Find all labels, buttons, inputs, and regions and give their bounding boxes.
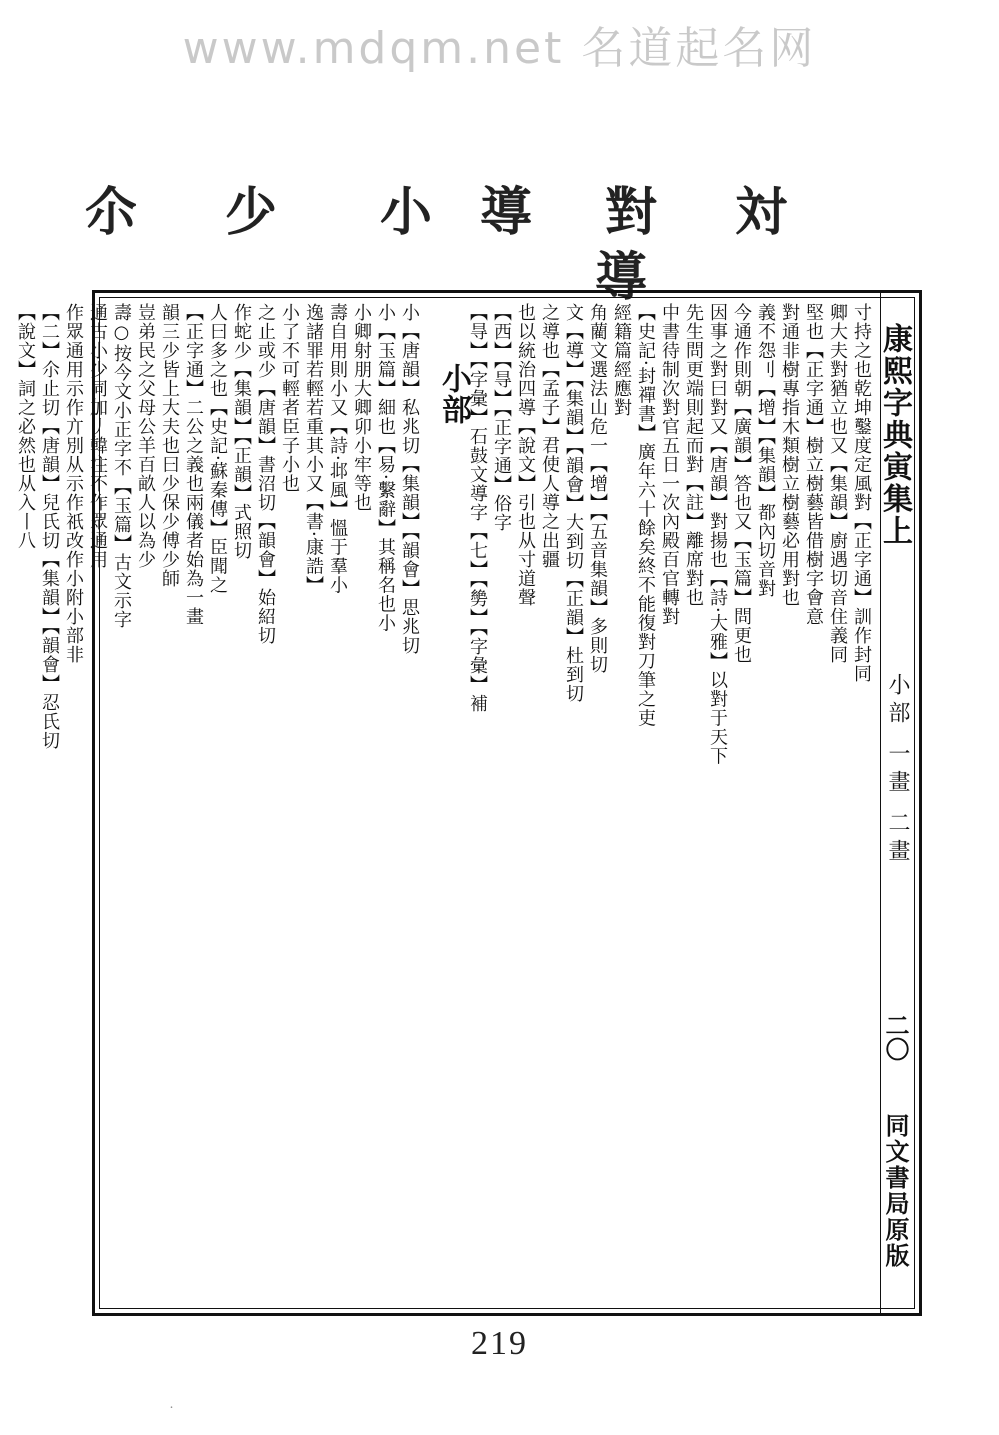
- text-column: 角藺文選法山危一【增】【五音集韻】多則切: [587, 303, 608, 674]
- text-column: 作蛇少【集韻】【正韻】式照切: [231, 303, 252, 560]
- text-column: 小卿射朋大卿卯小牢等也: [351, 303, 372, 512]
- text-column: 通古小少同加丿韓注不作眾通用: [87, 303, 108, 569]
- text-column: 之止或少【唐韻】書沼切【韻會】始紹切: [255, 303, 276, 645]
- seal-script-row: [85, 170, 805, 243]
- publisher-label: 同文書局原版: [881, 1113, 910, 1269]
- text-column: 堅也【正字通】樹立樹藝皆借樹字會意: [803, 303, 824, 626]
- text-column: 對通非樹專指木類樹立樹藝必用對也: [779, 303, 800, 607]
- text-column: 【說文】詞之必然也从入丨八: [15, 303, 36, 550]
- folio-number: 二〇: [881, 1013, 910, 1061]
- entry-columns: [15, 303, 873, 1298]
- seal-char-shao: 少: [225, 182, 278, 243]
- text-column: 小【玉篇】細也【易·繫辭】其稱名也小: [375, 303, 396, 633]
- text-column: 壽○按今文小正字不【玉篇】古文示字: [111, 303, 132, 629]
- text-column: 【史記·封禪書】廣年六十餘矣終不能復對刀筆之吏: [635, 303, 656, 728]
- text-column: 韻三少皆上大夫也曰少保少傅少師: [159, 303, 180, 588]
- text-column: 因事之對曰對又【唐韻】對揚也【詩·大雅】以對于天下: [707, 303, 728, 766]
- text-column: 卿大夫對猶立也又【集韻】廚遇切音住義同: [827, 303, 848, 664]
- page-number: 219: [471, 1325, 528, 1362]
- seal-char-dao-sub: 導: [595, 247, 648, 308]
- section-heading-column: 小部: [436, 363, 471, 425]
- radical-section: 小部 一畫 二畫: [885, 673, 910, 867]
- dictionary-title: 康熙字典寅集上: [877, 323, 912, 547]
- text-column: 文【導】【集韻】【韻會】大到切【正韻】杜到切: [563, 303, 584, 703]
- text-column: 今通作則朝【廣韻】答也又【玉篇】問更也: [731, 303, 752, 664]
- text-column: 【㝵】【字彙】石鼓文導字【七】【㔢】【字彙】補: [467, 303, 488, 713]
- text-column: 豈弟民之父母公羊百畝人以為少: [135, 303, 156, 569]
- text-column: 也以統治四導【說文】引也从寸道聲: [515, 303, 536, 607]
- text-column: 寸持之也乾坤鑿度定風對【正字通】訓作封同: [851, 303, 872, 683]
- text-column: 小了不可輕者臣子小也: [279, 303, 300, 493]
- seal-char-dao: 導: [480, 182, 533, 243]
- seal-char-dui-variant: 對: [605, 182, 658, 243]
- text-column: 中書待制次對官五日一次內殿百官轉對: [659, 303, 680, 626]
- text-column: 作眾通用示作亣別从示作祇改作小附小部非: [63, 303, 84, 664]
- text-column: 【二】尒止切【唐韻】兒氏切【集韻】【韻會】忍氏切: [39, 303, 60, 750]
- seal-char-xiao: 小: [380, 182, 433, 243]
- watermark: www.mdqm.net 名道起名网: [182, 23, 817, 74]
- text-column: 小【唐韻】私兆切【集韻】【韻會】思兆切: [399, 303, 420, 655]
- text-column: 義不怨刂【增】【集韻】都內切音對: [755, 303, 776, 598]
- text-column: 人曰多之也【史記·蘇秦傳】臣聞之: [207, 303, 228, 595]
- text-column: 經籍篇經應對: [611, 303, 632, 417]
- dictionary-page-frame: [15, 290, 922, 1316]
- text-column: 壽自用則小又【詩·邶風】慍于羣小: [327, 303, 348, 595]
- scan-mark: ˙: [168, 1405, 175, 1421]
- seal-char-er: 尒: [85, 182, 138, 243]
- seal-char-dui: 対: [735, 182, 788, 243]
- text-column: 先生問更端則起而對【註】離席對也: [683, 303, 704, 607]
- text-column: 【西】【㝵】【正字通】俗字: [491, 303, 512, 532]
- text-column: 【正字通】二公之義也兩儀者始為一畫: [183, 303, 204, 626]
- text-column: 逸諸罪若輕若重其小又【書·康誥】: [303, 303, 324, 595]
- text-column: 之導也【孟子】君使人導之出疆: [539, 303, 560, 569]
- page-sidebar: [877, 293, 919, 1313]
